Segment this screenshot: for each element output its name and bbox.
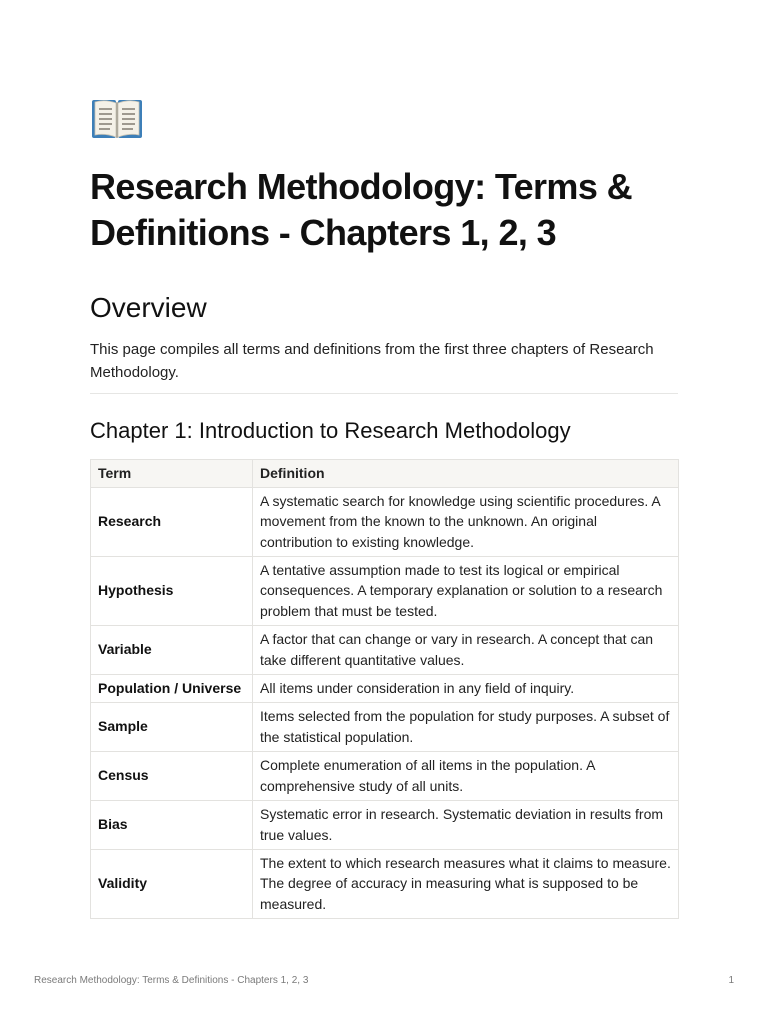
term-cell: Variable xyxy=(91,625,253,674)
table-row xyxy=(91,487,679,556)
table-header-row xyxy=(91,460,679,488)
table-row xyxy=(91,702,679,751)
column-header-definition: Definition xyxy=(253,460,679,488)
definition-cell: Systematic error in research. Systematic deviation in results from true values. xyxy=(253,800,679,849)
term-cell: Bias xyxy=(91,800,253,849)
term-cell: Sample xyxy=(91,702,253,751)
column-header-term: Term xyxy=(91,460,253,488)
definition-cell: The extent to which research measures what it claims to measure. The degree of accuracy in measuring what is supposed to be measured. xyxy=(253,849,679,918)
overview-heading: Overview xyxy=(90,292,207,323)
table-row xyxy=(91,751,679,800)
divider xyxy=(90,393,678,394)
footer-document-title: Research Methodology: Terms & Definitions - Chapters 1, 2, 3 xyxy=(34,975,309,986)
definition-cell: A factor that can change or vary in research. A concept that can take different quantitative values. xyxy=(253,625,679,674)
open-book-icon xyxy=(91,96,143,142)
footer-page-number: 1 xyxy=(728,975,734,986)
overview-text: This page compiles all terms and definitions from the first three chapters of Research Methodology. xyxy=(90,341,654,381)
definition-cell: All items under consideration in any field of inquiry. xyxy=(253,674,679,702)
table-row xyxy=(91,625,679,674)
table-row xyxy=(91,556,679,625)
chapter-1-heading: Chapter 1: Introduction to Research Methodology xyxy=(90,418,571,443)
definition-cell: Complete enumeration of all items in the population. A comprehensive study of all units. xyxy=(253,751,679,800)
table-row xyxy=(91,674,679,702)
definition-cell: A systematic search for knowledge using scientific procedures. A movement from the known to the unknown. An original contribution to existing knowledge. xyxy=(253,487,679,556)
page-title: Research Methodology: Terms & Definitions - Chapters 1, 2, 3 xyxy=(90,166,633,253)
definition-cell: Items selected from the population for study purposes. A subset of the statistical population. xyxy=(253,702,679,751)
term-cell: Validity xyxy=(91,849,253,918)
term-cell: Research xyxy=(91,487,253,556)
table-row xyxy=(91,800,679,849)
document-page xyxy=(90,96,678,919)
term-cell: Census xyxy=(91,751,253,800)
definition-cell: A tentative assumption made to test its logical or empirical consequences. A temporary explanation or solution to a research problem that must be tested. xyxy=(253,556,679,625)
term-cell: Hypothesis xyxy=(91,556,253,625)
table-row xyxy=(91,849,679,918)
term-cell: Population / Universe xyxy=(91,674,253,702)
terms-table xyxy=(90,459,679,919)
